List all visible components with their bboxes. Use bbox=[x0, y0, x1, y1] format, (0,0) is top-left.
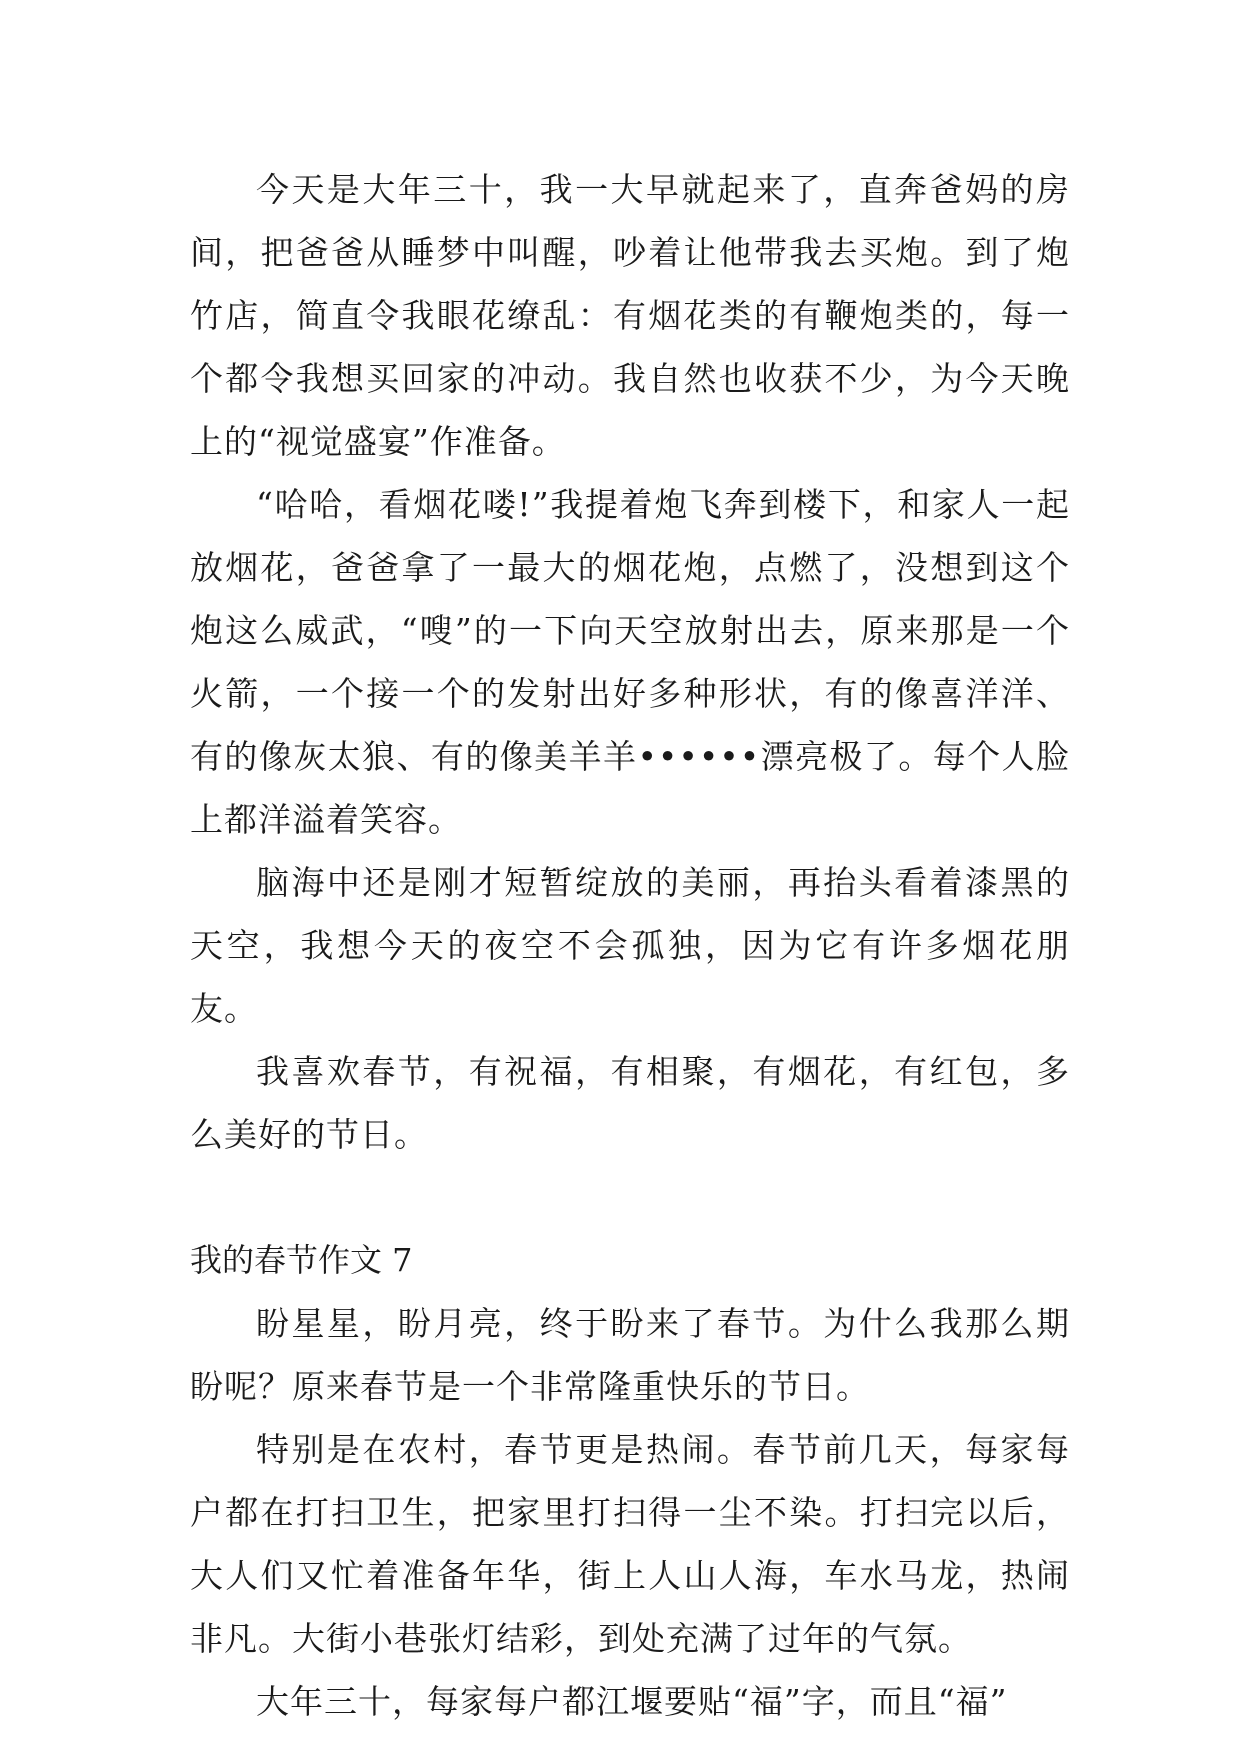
paragraph-shopping-fireworks: 今天是大年三十，我一大早就起来了，直奔爸妈的房间，把爸爸从睡梦中叫醒，吵着让他带我去买炮。到了炮竹店，简直令我眼花缭乱：有烟花类的有鞭炮类的，每一个都令我想买回家的冲动。我自然也收获不少，为今天晚上的“视觉盛宴”作准备。 bbox=[190, 170, 1070, 461]
paragraph-waiting-for-festival: 盼星星，盼月亮，终于盼来了春节。为什么我那么期盼呢？原来春节是一个非常隆重快乐的节日。 bbox=[190, 1304, 1070, 1406]
paragraph-night-sky: 脑海中还是刚才短暂绽放的美丽，再抬头看着漆黑的天空，我想今天的夜空不会孤独，因为它有许多烟花朋友。 bbox=[190, 863, 1070, 1028]
paragraph-setting-off-fireworks: “哈哈，看烟花喽!”我提着炮飞奔到楼下，和家人一起放烟花，爸爸拿了一最大的烟花炮，点燃了，没想到这个炮这么威武，“嗖”的一下向天空放射出去，原来那是一个火箭，一个接一个的发射出好多种形状，有的像喜洋洋、有的像灰太狼、有的像美羊羊••••••漂亮极了。每个人脸上都洋溢着笑容。 bbox=[190, 485, 1070, 839]
section-title: 我的春节作文 7 bbox=[190, 1241, 413, 1279]
paragraph-love-spring-festival: 我喜欢春节，有祝福，有相聚，有烟花，有红包，多么美好的节日。 bbox=[190, 1052, 1070, 1154]
paragraph-countryside-cleaning: 特别是在农村，春节更是热闹。春节前几天，每家每户都在打扫卫生，把家里打扫得一尘不染。打扫完以后，大人们又忙着准备年华，街上人山人海，车水马龙，热闹非凡。大街小巷张灯结彩，到处充满了过年的气氛。 bbox=[190, 1430, 1070, 1658]
document-body bbox=[190, 158, 1070, 1733]
paragraph-new-years-eve: 大年三十，每家每户都江堰要贴“福”字，而且“福” bbox=[256, 1682, 1008, 1721]
